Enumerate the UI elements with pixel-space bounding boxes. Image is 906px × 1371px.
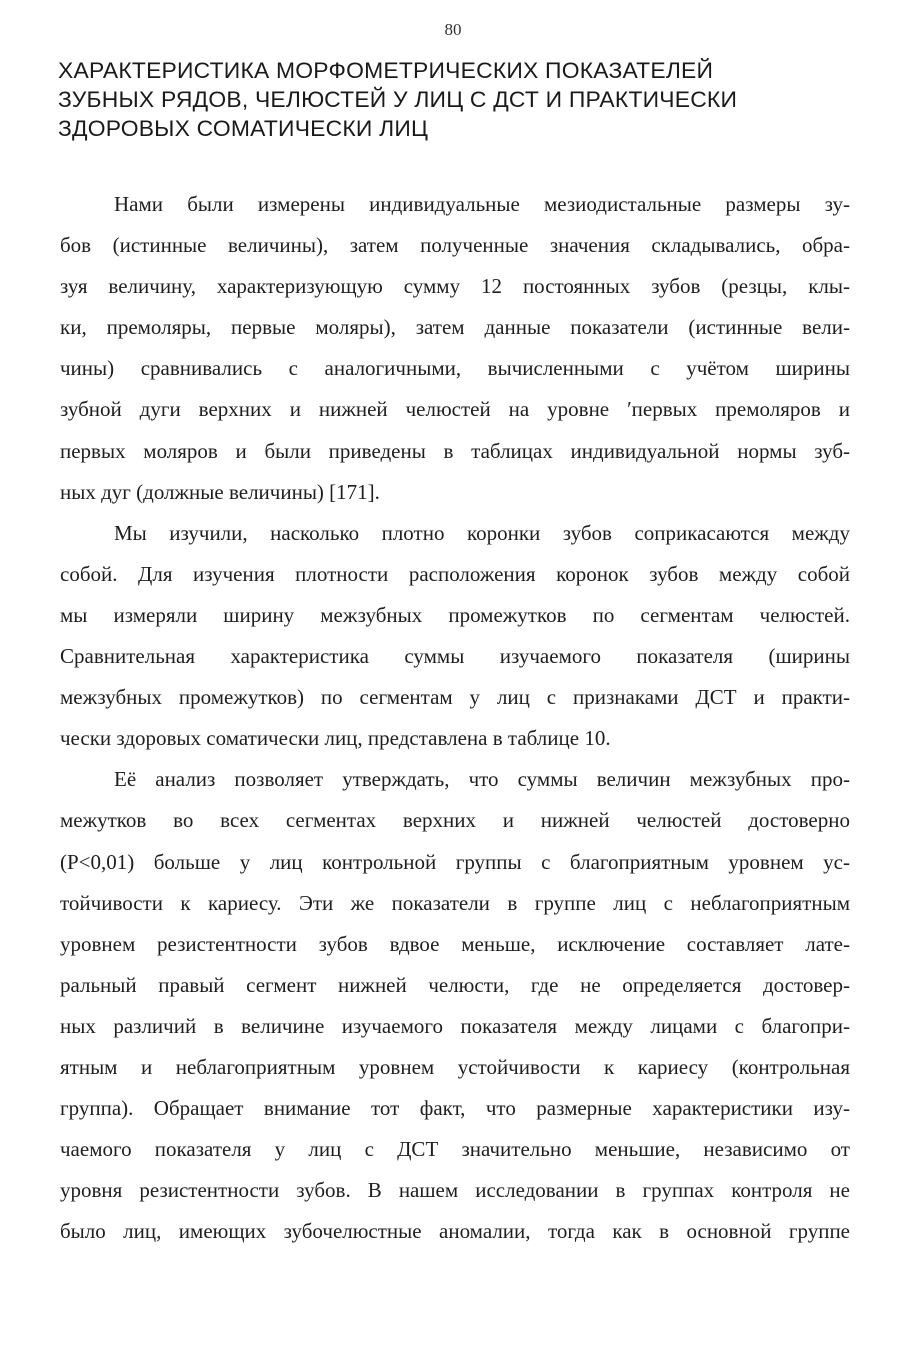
text-line: межутков во всех сегментах верхних и нижней челюстей достоверно xyxy=(60,808,850,833)
paragraph xyxy=(60,513,850,760)
text-line: мы измеряли ширину межзубных промежутков по сегментам челюстей. xyxy=(60,602,850,627)
text-line: (P<0,01) больше у лиц контрольной группы с благоприятным уровнем ус- xyxy=(60,849,850,874)
text-line: ных различий в величине изучаемого показателя между лицами с благопри- xyxy=(60,1013,850,1038)
text-line: зуя величину, характеризующую сумму 12 постоянных зубов (резцы, клы- xyxy=(60,274,850,299)
text-line: тойчивости к кариесу. Эти же показатели в группе лиц с неблагоприятным xyxy=(60,890,850,915)
text-line: группа). Обращает внимание тот факт, что размерные характеристики изу- xyxy=(60,1096,850,1121)
paragraph xyxy=(60,759,850,1252)
text-line: зубной дуги верхних и нижней челюстей на уровне ʹпервых премоляров и xyxy=(60,397,850,422)
text-line: первых моляров и были приведены в таблицах индивидуальной нормы зуб- xyxy=(60,438,850,463)
page-number: 80 xyxy=(444,20,462,39)
text-line: ральный правый сегмент нижней челюсти, где не определяется достовер- xyxy=(60,972,850,997)
text-line: ных дуг (должные величины) [171]. xyxy=(60,479,380,504)
section-heading xyxy=(58,56,890,143)
text-line: чески здоровых соматически лиц, представлена в таблице 10. xyxy=(60,726,611,751)
text-line: чаемого показателя у лиц с ДСТ значительно меньшие, независимо от xyxy=(60,1137,850,1162)
text-line: Её анализ позволяет утверждать, что суммы величин межзубных про- xyxy=(114,767,850,792)
text-line: Нами были измерены индивидуальные мезиодистальные размеры зу- xyxy=(114,192,850,216)
text-line: ятным и неблагоприятным уровнем устойчивости к кариесу (контрольная xyxy=(60,1054,850,1079)
heading-line: ЗУБНЫХ РЯДОВ, ЧЕЛЮСТЕЙ У ЛИЦ С ДСТ И ПРАКТИЧЕСКИ xyxy=(58,87,738,112)
text-line: бов (истинные величины), затем полученные значения складывались, обра- xyxy=(60,233,850,258)
text-line: межзубных промежутков) по сегментам у лиц с признаками ДСТ и практи- xyxy=(60,685,850,710)
text-line: уровнем резистентности зубов вдвое меньше, исключение составляет лате- xyxy=(60,931,850,956)
text-line: ки, премоляры, первые моляры), затем данные показатели (истинные вели- xyxy=(60,315,850,340)
paragraph xyxy=(60,184,850,513)
body-text xyxy=(60,184,850,1252)
text-line: Сравнительная характеристика суммы изучаемого показателя (ширины xyxy=(60,644,850,669)
heading-line: ЗДОРОВЫХ СОМАТИЧЕСКИ ЛИЦ xyxy=(58,116,429,141)
text-line: уровня резистентности зубов. В нашем исследовании в группах контроля не xyxy=(60,1178,850,1203)
text-line: собой. Для изучения плотности расположения коронок зубов между собой xyxy=(60,561,850,586)
text-line: было лиц, имеющих зубочелюстные аномалии, тогда как в основной группе xyxy=(60,1219,850,1244)
text-line: чины) сравнивались с аналогичными, вычисленными с учётом ширины xyxy=(60,356,850,381)
heading-line: ХАРАКТЕРИСТИКА МОРФОМЕТРИЧЕСКИХ ПОКАЗАТЕЛЕЙ xyxy=(58,58,714,83)
text-line: Мы изучили, насколько плотно коронки зубов соприкасаются между xyxy=(114,520,850,545)
